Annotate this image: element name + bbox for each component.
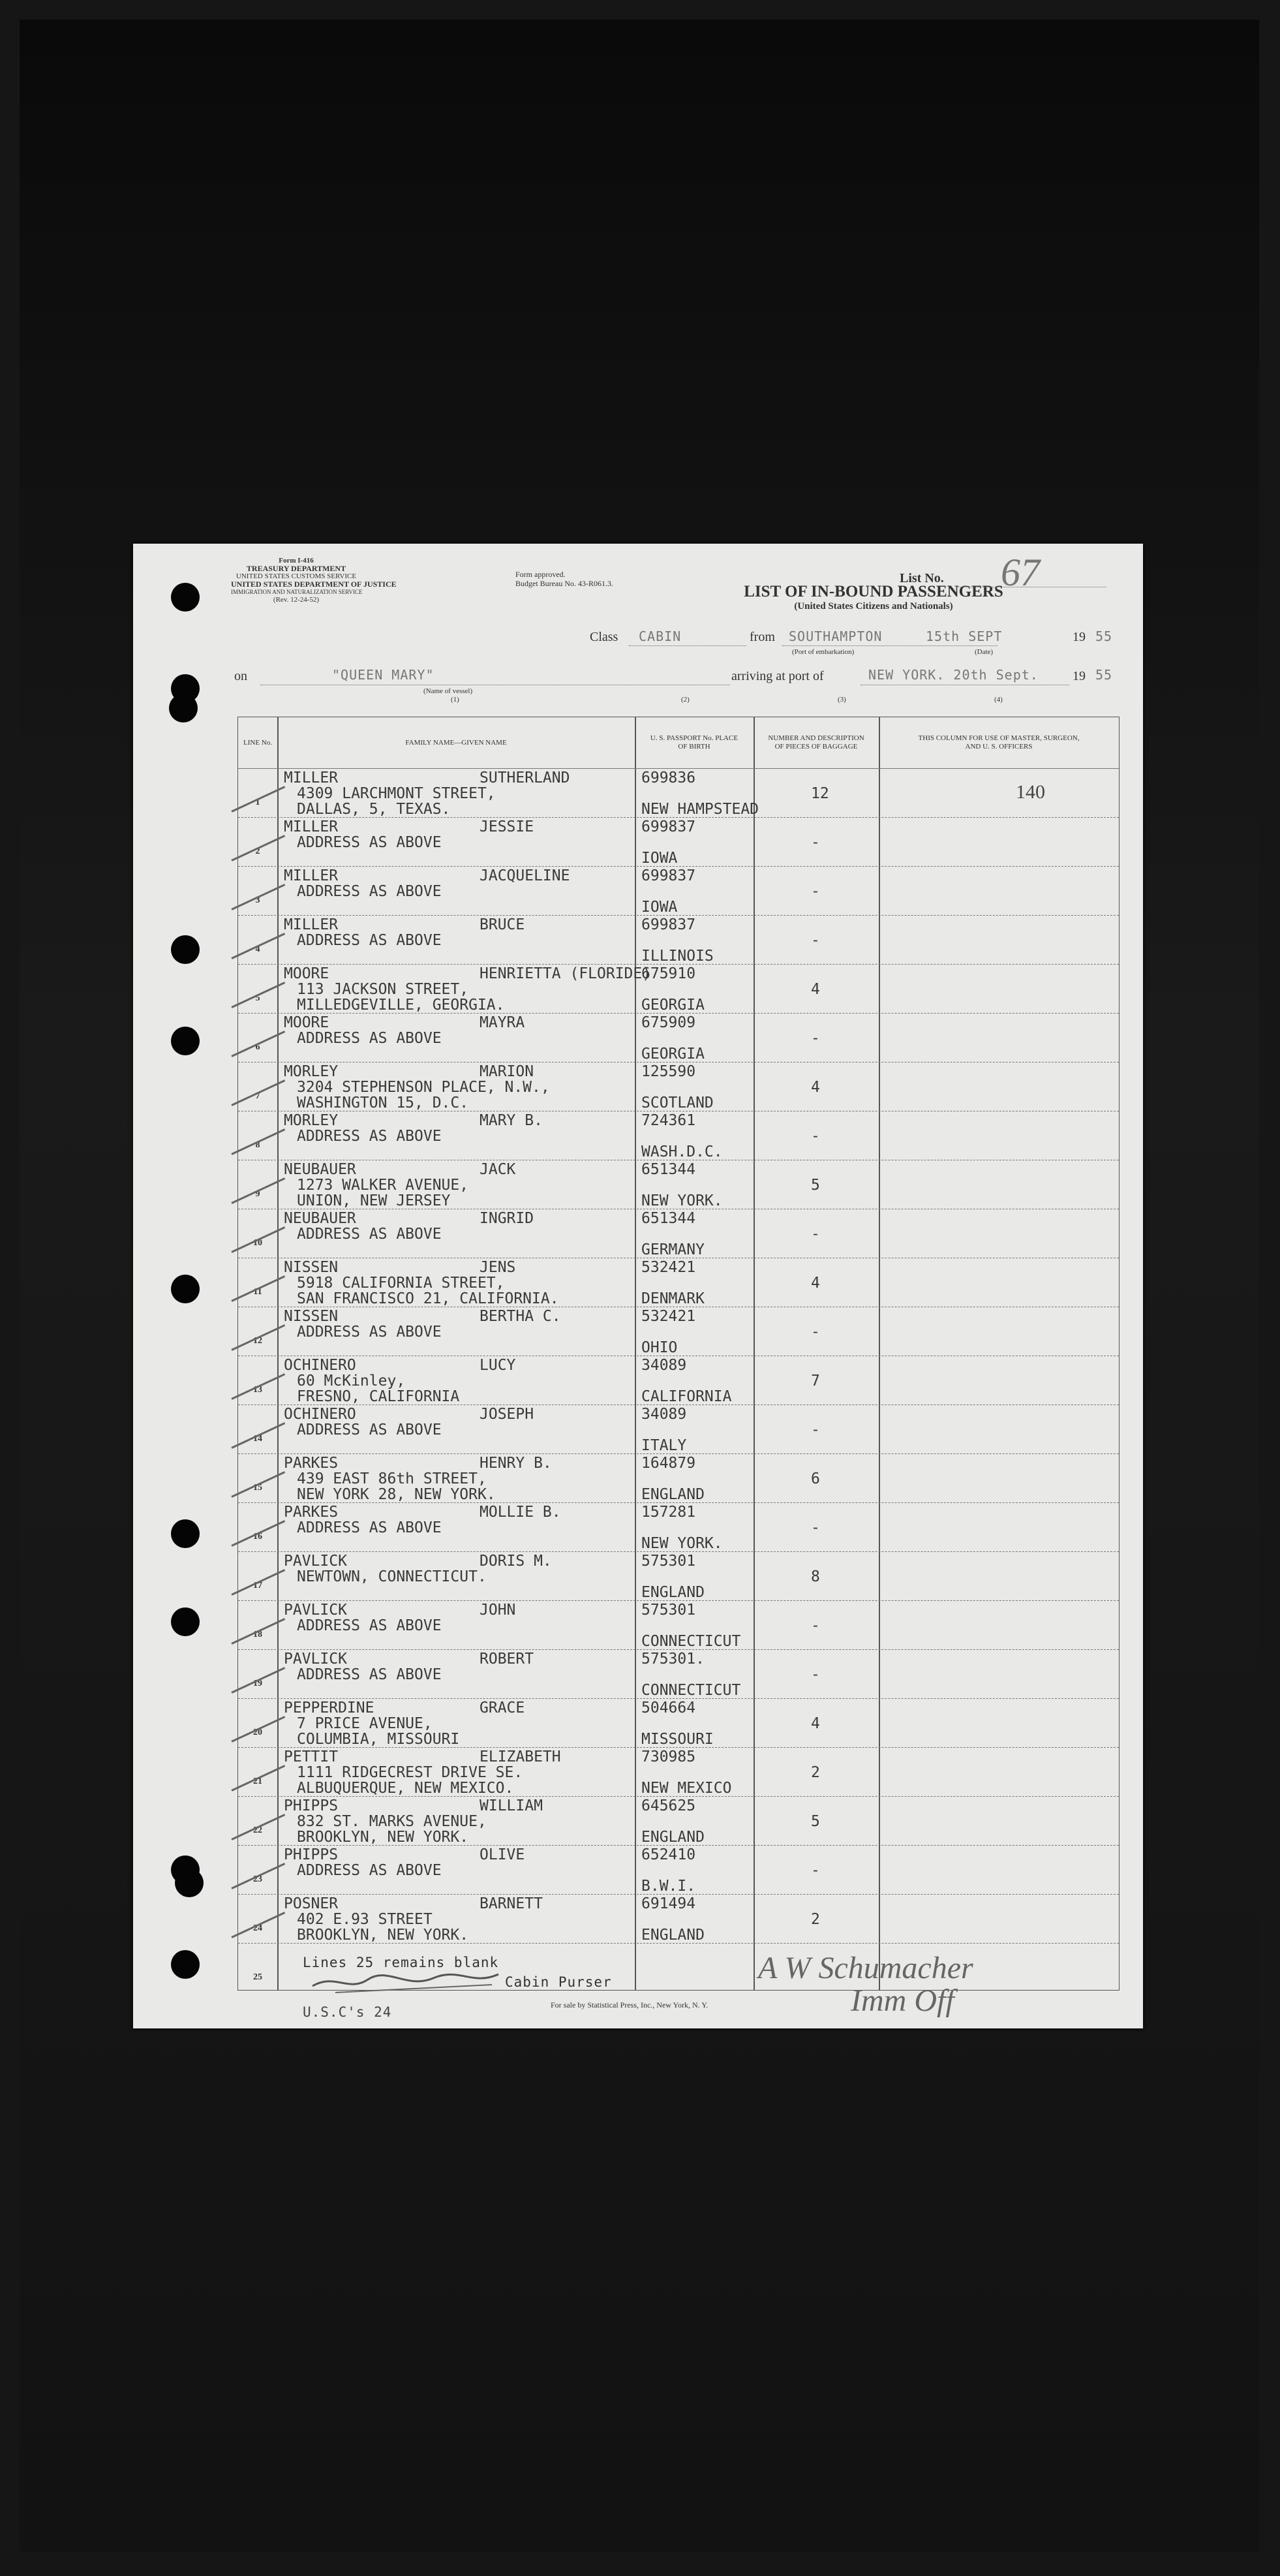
- passport-number: 699837: [641, 867, 696, 884]
- given-name: ROBERT: [480, 1651, 534, 1668]
- given-name: JESSIE: [480, 818, 534, 835]
- line-number: 10: [253, 1238, 262, 1248]
- table-row: [238, 1894, 1119, 1943]
- passport-number: 575301: [641, 1553, 696, 1570]
- place-of-birth: OHIO: [641, 1339, 678, 1356]
- address-line-1: ADDRESS AS ABOVE: [297, 834, 442, 851]
- row-divider: [238, 964, 1119, 965]
- family-name: MILLER: [284, 867, 339, 884]
- address-line-1: 4309 LARCHMONT STREET,: [297, 785, 496, 802]
- given-name: MARY B.: [480, 1112, 543, 1129]
- date-value: 15th SEPT: [926, 628, 1003, 644]
- address-line-1: NEWTOWN, CONNECTICUT.: [297, 1568, 487, 1585]
- place-of-birth: ENGLAND: [641, 1584, 705, 1601]
- approval-block: [515, 570, 613, 588]
- line-number: 14: [253, 1434, 262, 1444]
- family-name: OCHINERO: [284, 1406, 356, 1423]
- passport-number: 699837: [641, 818, 696, 835]
- passport-number: 575301: [641, 1602, 696, 1619]
- class-line: [629, 645, 746, 646]
- table-row: [238, 1502, 1119, 1551]
- family-name: MILLER: [284, 769, 339, 786]
- given-name: JOHN: [480, 1602, 516, 1619]
- row-divider: [238, 1404, 1119, 1405]
- department: TREASURY DEPARTMENT: [246, 564, 346, 573]
- family-name: MOORE: [284, 1014, 329, 1031]
- place-of-birth: CONNECTICUT: [641, 1682, 741, 1699]
- year-label: 19: [1073, 630, 1086, 644]
- page-title: LIST OF IN-BOUND PASSENGERS: [744, 583, 1003, 600]
- address-line-2: COLUMBIA, MISSOURI: [297, 1731, 460, 1748]
- address-line-2: ALBUQUERQUE, NEW MEXICO.: [297, 1780, 514, 1797]
- baggage-count: 2: [811, 1911, 820, 1928]
- given-name: HENRY B.: [480, 1455, 552, 1472]
- punch-hole: [171, 1027, 200, 1055]
- table-row: [238, 1258, 1119, 1307]
- line-number: 24: [253, 1923, 262, 1933]
- family-name: PAVLICK: [284, 1553, 347, 1570]
- line-number: 13: [253, 1385, 262, 1395]
- place-of-birth: B.W.I.: [641, 1878, 696, 1895]
- passport-number: 675909: [641, 1014, 696, 1031]
- port-caption: (Port of embarkation): [792, 648, 855, 656]
- given-name: LUCY: [480, 1357, 516, 1374]
- passport-number: 699837: [641, 916, 696, 933]
- passenger-table: [237, 717, 1120, 1991]
- table-row: [238, 866, 1119, 915]
- baggage-count: 5: [811, 1813, 820, 1830]
- line-number: 20: [253, 1728, 262, 1737]
- passport-number: 652410: [641, 1846, 696, 1863]
- punch-hole: [171, 935, 200, 964]
- place-of-birth: IOWA: [641, 850, 678, 867]
- page-subtitle: (United States Citizens and Nationals): [794, 601, 953, 612]
- from-line: [782, 645, 998, 646]
- punch-hole: [171, 1607, 200, 1636]
- address-line-1: ADDRESS AS ABOVE: [297, 1421, 442, 1438]
- table-row: [238, 1453, 1119, 1502]
- address-line-1: ADDRESS AS ABOVE: [297, 1862, 442, 1879]
- from-value: SOUTHAMPTON: [789, 628, 883, 644]
- col-header-baggage: NUMBER AND DESCRIPTION OF PIECES OF BAGGAGE: [768, 734, 864, 751]
- punch-hole: [169, 694, 198, 722]
- address-line-1: ADDRESS AS ABOVE: [297, 1666, 442, 1683]
- family-name: PARKES: [284, 1455, 339, 1472]
- punch-hole: [171, 1950, 200, 1979]
- given-name: BARNETT: [480, 1895, 543, 1912]
- given-name: JOSEPH: [480, 1406, 534, 1423]
- family-name: NEUBAUER: [284, 1161, 356, 1178]
- caption-2: (2): [681, 696, 690, 704]
- officer-signature: A W Schumacher: [758, 1951, 973, 1985]
- passport-number: 651344: [641, 1161, 696, 1178]
- given-name: MARION: [480, 1063, 534, 1080]
- given-name: JENS: [480, 1259, 516, 1276]
- address-line-1: ADDRESS AS ABOVE: [297, 1519, 442, 1536]
- given-name: ELIZABETH: [480, 1748, 561, 1765]
- place-of-birth: DENMARK: [641, 1290, 705, 1307]
- address-line-2: DALLAS, 5, TEXAS.: [297, 801, 451, 818]
- family-name: PHIPPS: [284, 1797, 339, 1814]
- passport-number: 34089: [641, 1406, 687, 1423]
- line-number: 19: [253, 1679, 262, 1688]
- table-row: [238, 1209, 1119, 1258]
- form-header-block: [231, 557, 397, 604]
- family-name: MORLEY: [284, 1112, 339, 1129]
- arrival-value: NEW YORK. 20th Sept.: [868, 667, 1039, 683]
- row-divider: [238, 1013, 1119, 1014]
- address-line-2: WASHINGTON 15, D.C.: [297, 1094, 469, 1111]
- family-name: PEPPERDINE: [284, 1699, 374, 1716]
- line-number: 21: [253, 1777, 262, 1786]
- given-name: DORIS M.: [480, 1553, 552, 1570]
- row-divider: [238, 1747, 1119, 1748]
- place-of-birth: GEORGIA: [641, 997, 705, 1014]
- row-divider: [238, 1943, 1119, 1944]
- table-row: [238, 1698, 1119, 1747]
- row-divider: [238, 1062, 1119, 1063]
- baggage-count: -: [811, 1030, 820, 1047]
- given-name: BERTHA C.: [480, 1308, 561, 1325]
- revision: (Rev. 12-24-52): [273, 596, 320, 604]
- baggage-count: 8: [811, 1568, 820, 1585]
- given-name: SUTHERLAND: [480, 769, 570, 786]
- family-name: NISSEN: [284, 1259, 339, 1276]
- blank-lines-note: Lines 25 remains blank: [303, 1955, 499, 1970]
- punch-hole: [171, 583, 200, 612]
- baggage-count: -: [811, 1666, 820, 1683]
- address-line-1: 60 McKinley,: [297, 1373, 406, 1389]
- caption-3: (3): [838, 696, 846, 704]
- purser-signature: [309, 1966, 505, 1999]
- family-name: NISSEN: [284, 1308, 339, 1325]
- given-name: MOLLIE B.: [480, 1504, 561, 1521]
- family-name: MORLEY: [284, 1063, 339, 1080]
- line-number: 25: [253, 1972, 262, 1982]
- col-header-passport: U. S. PASSPORT No. PLACE OF BIRTH: [650, 734, 739, 751]
- line-number: 18: [253, 1630, 262, 1639]
- place-of-birth: ENGLAND: [641, 1829, 705, 1846]
- row-divider: [238, 1649, 1119, 1650]
- col-header-line: LINE No.: [243, 738, 272, 747]
- row-divider: [238, 1796, 1119, 1797]
- row-divider: [238, 1698, 1119, 1699]
- officer-title: Imm Off: [851, 1983, 954, 2018]
- place-of-birth: NEW HAMPSTEAD: [641, 801, 759, 818]
- row-divider: [238, 817, 1119, 818]
- line-number: 16: [253, 1532, 262, 1542]
- table-row: [238, 1356, 1119, 1404]
- table-row: [238, 1845, 1119, 1894]
- line-number: 7: [255, 1091, 260, 1101]
- place-of-birth: GEORGIA: [641, 1046, 705, 1063]
- row-divider: [238, 1453, 1119, 1454]
- given-name: JACK: [480, 1161, 516, 1178]
- caption-1: (1): [451, 696, 459, 704]
- from-label: from: [750, 630, 775, 644]
- address-line-1: 439 EAST 86th STREET,: [297, 1470, 487, 1487]
- place-of-birth: ITALY: [641, 1437, 687, 1454]
- purser-label: Cabin Purser: [505, 1974, 612, 1990]
- line-number: 12: [253, 1336, 262, 1346]
- family-name: MILLER: [284, 818, 339, 835]
- family-name: NEUBAUER: [284, 1210, 356, 1227]
- place-of-birth: IOWA: [641, 899, 678, 916]
- address-line-1: ADDRESS AS ABOVE: [297, 1617, 442, 1634]
- punch-hole: [171, 1519, 200, 1548]
- family-name: PAVLICK: [284, 1651, 347, 1668]
- passport-number: 575301.: [641, 1651, 705, 1668]
- immigration-service: IMMIGRATION AND NATURALIZATION SERVICE: [231, 589, 363, 595]
- baggage-count: 4: [811, 981, 820, 998]
- row-divider: [238, 1551, 1119, 1552]
- address-line-2: BROOKLYN, NEW YORK.: [297, 1829, 469, 1846]
- address-line-1: 832 ST. MARKS AVENUE,: [297, 1813, 487, 1830]
- address-line-1: 5918 CALIFORNIA STREET,: [297, 1275, 505, 1292]
- place-of-birth: NEW YORK.: [641, 1192, 723, 1209]
- address-line-2: SAN FRANCISCO 21, CALIFORNIA.: [297, 1290, 559, 1307]
- passport-number: 699836: [641, 769, 696, 786]
- line-number: 11: [253, 1287, 262, 1297]
- line-number: 22: [253, 1825, 262, 1835]
- line-number: 6: [255, 1042, 260, 1052]
- address-line-2: UNION, NEW JERSEY: [297, 1192, 451, 1209]
- baggage-count: -: [811, 1226, 820, 1243]
- passport-number: 675910: [641, 965, 696, 982]
- row-divider: [238, 866, 1119, 867]
- row-divider: [238, 1502, 1119, 1503]
- table-row: [238, 1600, 1119, 1649]
- row-divider: [238, 1600, 1119, 1601]
- address-line-1: ADDRESS AS ABOVE: [297, 1128, 442, 1145]
- vessel-caption: (Name of vessel): [423, 687, 473, 695]
- family-name: PAVLICK: [284, 1602, 347, 1619]
- line-number: 1: [255, 798, 260, 807]
- baggage-count: -: [811, 1519, 820, 1536]
- passport-number: 532421: [641, 1259, 696, 1276]
- place-of-birth: ENGLAND: [641, 1927, 705, 1944]
- annotation-140: 140: [1016, 781, 1045, 803]
- row-divider: [238, 1845, 1119, 1846]
- address-line-1: 3204 STEPHENSON PLACE, N.W.,: [297, 1079, 550, 1096]
- form-number: Form I-416: [279, 557, 314, 565]
- address-line-1: ADDRESS AS ABOVE: [297, 1226, 442, 1243]
- given-name: WILLIAM: [480, 1797, 543, 1814]
- address-line-1: ADDRESS AS ABOVE: [297, 1030, 442, 1047]
- baggage-count: 6: [811, 1470, 820, 1487]
- family-name: PETTIT: [284, 1748, 339, 1765]
- given-name: MAYRA: [480, 1014, 525, 1031]
- col-header-officers: THIS COLUMN FOR USE OF MASTER, SURGEON, AND U. S. OFFICERS: [918, 734, 1080, 751]
- customs-service: UNITED STATES CUSTOMS SERVICE: [236, 572, 357, 580]
- line-number: 4: [255, 944, 260, 954]
- class-value: CABIN: [639, 628, 682, 644]
- place-of-birth: NEW YORK.: [641, 1535, 723, 1552]
- baggage-count: 2: [811, 1764, 820, 1781]
- place-of-birth: ILLINOIS: [641, 948, 714, 965]
- list-no-label: List No.: [900, 571, 944, 585]
- table-row: [238, 915, 1119, 964]
- punch-hole: [171, 1275, 200, 1303]
- family-name: PARKES: [284, 1504, 339, 1521]
- family-name: POSNER: [284, 1895, 339, 1912]
- family-name: PHIPPS: [284, 1846, 339, 1863]
- place-of-birth: SCOTLAND: [641, 1094, 714, 1111]
- baggage-count: -: [811, 883, 820, 900]
- publisher: For sale by Statistical Press, Inc., New York, N. Y.: [551, 2000, 709, 2010]
- table-row: [238, 1649, 1119, 1698]
- passport-number: 691494: [641, 1895, 696, 1912]
- place-of-birth: WASH.D.C.: [641, 1143, 723, 1160]
- col-header-name: FAMILY NAME—GIVEN NAME: [405, 738, 507, 747]
- table-row: [238, 1062, 1119, 1111]
- passport-number: 34089: [641, 1357, 687, 1374]
- table-row: [238, 1796, 1119, 1845]
- baggage-count: -: [811, 1617, 820, 1634]
- line-number: 15: [253, 1483, 262, 1493]
- caption-4: (4): [994, 696, 1003, 704]
- baggage-count: -: [811, 932, 820, 949]
- passport-number: 504664: [641, 1699, 696, 1716]
- place-of-birth: CONNECTICUT: [641, 1633, 741, 1650]
- row-divider: [238, 915, 1119, 916]
- address-line-1: ADDRESS AS ABOVE: [297, 883, 442, 900]
- table-row: [238, 1307, 1119, 1356]
- address-line-2: FRESNO, CALIFORNIA: [297, 1388, 460, 1405]
- line-number: 8: [255, 1140, 260, 1150]
- baggage-count: -: [811, 834, 820, 851]
- given-name: OLIVE: [480, 1846, 525, 1863]
- place-of-birth: GERMANY: [641, 1241, 705, 1258]
- given-name: HENRIETTA (FLORIDE): [480, 965, 652, 982]
- list-no-value: 67: [1001, 551, 1040, 594]
- address-line-2: BROOKLYN, NEW YORK.: [297, 1927, 469, 1944]
- form-approved: Form approved.: [515, 570, 566, 579]
- address-line-1: ADDRESS AS ABOVE: [297, 1324, 442, 1341]
- vessel-value: "QUEEN MARY": [332, 667, 434, 683]
- table-row: [238, 817, 1119, 866]
- address-line-1: 7 PRICE AVENUE,: [297, 1715, 433, 1732]
- line-number: 5: [255, 993, 260, 1003]
- baggage-count: 4: [811, 1715, 820, 1732]
- table-row: [238, 1404, 1119, 1453]
- baggage-count: 12: [811, 785, 829, 802]
- line-number: 9: [255, 1189, 260, 1199]
- address-line-2: MILLEDGEVILLE, GEORGIA.: [297, 997, 505, 1014]
- year-value: 55: [1095, 628, 1113, 644]
- baggage-count: 4: [811, 1275, 820, 1292]
- address-line-1: 1111 RIDGECREST DRIVE SE.: [297, 1764, 523, 1781]
- arrival-year-value: 55: [1095, 667, 1113, 683]
- budget-number: Budget Bureau No. 43-R061.3.: [515, 579, 613, 588]
- table-row: [238, 1747, 1119, 1796]
- table-row: [238, 1160, 1119, 1209]
- passport-number: 164879: [641, 1455, 696, 1472]
- address-line-1: 1273 WALKER AVENUE,: [297, 1177, 469, 1194]
- passport-number: 730985: [641, 1748, 696, 1765]
- given-name: GRACE: [480, 1699, 525, 1716]
- line-number: 17: [253, 1581, 262, 1591]
- given-name: JACQUELINE: [480, 867, 570, 884]
- arriving-label: arriving at port of: [731, 669, 824, 683]
- baggage-count: 4: [811, 1079, 820, 1096]
- table-row: [238, 1551, 1119, 1600]
- table-row: [238, 1013, 1119, 1062]
- line-number: 2: [255, 846, 260, 856]
- place-of-birth: NEW MEXICO: [641, 1780, 732, 1797]
- baggage-count: -: [811, 1128, 820, 1145]
- family-name: OCHINERO: [284, 1357, 356, 1374]
- place-of-birth: ENGLAND: [641, 1486, 705, 1503]
- line-number: 23: [253, 1874, 262, 1884]
- usc-code: U.S.C's 24: [303, 2004, 392, 2020]
- baggage-count: -: [811, 1862, 820, 1879]
- place-of-birth: MISSOURI: [641, 1731, 714, 1748]
- place-of-birth: CALIFORNIA: [641, 1388, 732, 1405]
- passport-number: 125590: [641, 1063, 696, 1080]
- line-number: 3: [255, 895, 260, 905]
- row-divider: [238, 1894, 1119, 1895]
- table-row: [238, 1111, 1119, 1160]
- family-name: MOORE: [284, 965, 329, 982]
- table-row: [238, 768, 1119, 817]
- baggage-count: 5: [811, 1177, 820, 1194]
- on-label: on: [234, 669, 247, 683]
- address-line-2: NEW YORK 28, NEW YORK.: [297, 1486, 496, 1503]
- address-line-1: 402 E.93 STREET: [297, 1911, 433, 1928]
- table-row: [238, 964, 1119, 1013]
- passport-number: 157281: [641, 1504, 696, 1521]
- passport-number: 532421: [641, 1308, 696, 1325]
- address-line-1: ADDRESS AS ABOVE: [297, 932, 442, 949]
- punch-hole: [175, 1869, 204, 1897]
- baggage-count: 7: [811, 1373, 820, 1389]
- justice-department: UNITED STATES DEPARTMENT OF JUSTICE: [231, 580, 397, 589]
- class-label: Class: [590, 630, 618, 644]
- baggage-count: -: [811, 1421, 820, 1438]
- baggage-count: -: [811, 1324, 820, 1341]
- passport-number: 724361: [641, 1112, 696, 1129]
- passport-number: 651344: [641, 1210, 696, 1227]
- date-caption: (Date): [975, 648, 994, 656]
- family-name: MILLER: [284, 916, 339, 933]
- given-name: INGRID: [480, 1210, 534, 1227]
- arrival-year-label: 19: [1073, 669, 1086, 683]
- passport-number: 645625: [641, 1797, 696, 1814]
- manifest-page: [133, 544, 1143, 2028]
- address-line-1: 113 JACKSON STREET,: [297, 981, 469, 998]
- given-name: BRUCE: [480, 916, 525, 933]
